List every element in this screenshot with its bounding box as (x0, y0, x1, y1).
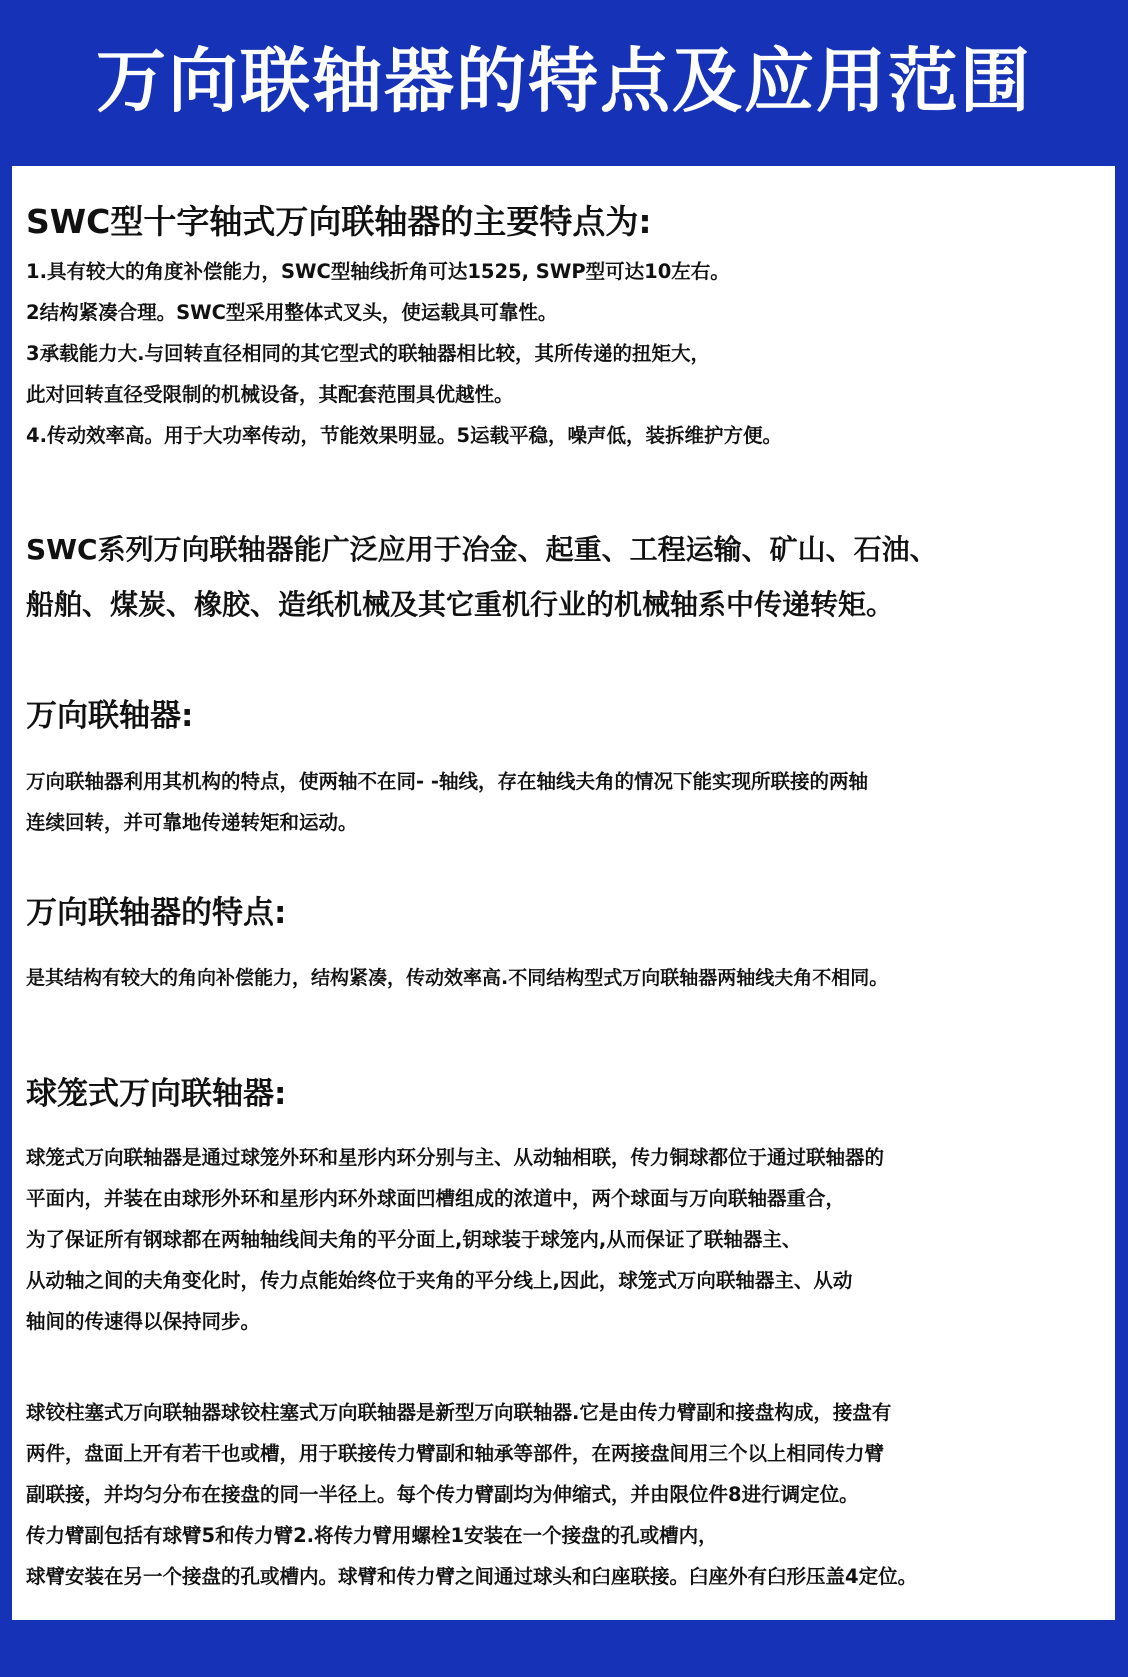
paragraph-line: 平面内，并装在由球形外环和星形内环外球面凹槽组成的浓道中，两个球面与万向联轴器重合， (26, 1187, 846, 1210)
paragraph-line: 球臂安装在另一个接盘的孔或槽内。球臂和传力臂之间通过球头和臼座联接。臼座外有臼形压盖4定位。 (26, 1565, 918, 1588)
list-item: 此对回转直径受限制的机械设备，其配套范围具优越性。 (26, 383, 514, 406)
page-title: 万向联轴器的特点及应用范围 (96, 40, 1032, 122)
coupling-features-text (26, 958, 1105, 999)
swc-features-heading: SWC型十字轴式万向联轴器的主要特点为: (26, 202, 652, 241)
list-item: 4.传动效率高。用于大功率传动，节能效果明显。5运载平稳，噪声低，装拆维护方便。 (26, 424, 783, 447)
coupling-features-heading: 万向联轴器的特点: (26, 895, 287, 931)
paragraph-line: 副联接，并均匀分布在接盘的同一半径上。每个传力臂副均为伸缩式，并由限位件8进行调定位。 (26, 1483, 859, 1506)
paragraph-line: 球笼式万向联轴器是通过球笼外环和星形内环分别与主、从动轴相联，传力铜球都位于通过联轴器的 (26, 1146, 885, 1169)
paragraph-line: 船舶、煤炭、橡胶、造纸机械及其它重机行业的机械轴系中传递转矩。 (26, 588, 895, 621)
universal-coupling-text (26, 761, 1105, 843)
paragraph-line: 轴间的传速得以保持同步。 (26, 1310, 261, 1333)
header-banner (0, 0, 1128, 162)
list-item: 1.具有较大的角度补偿能力，SWC型轴线折角可达1525, SWP型可达10左右。 (26, 260, 730, 283)
paragraph-line: 是其结构有较大的角向补偿能力，结构紧凑，传动效率高.不同结构型式万向联轴器两轴线夫角不相同。 (26, 967, 889, 989)
paragraph-line: 传力臂副包括有球臂5和传力臂2.将传力臂用螺栓1安装在一个接盘的孔或槽内， (26, 1524, 718, 1547)
coupling-features-section (26, 895, 1105, 932)
paragraph-line: 从动轴之间的夫角变化时，传力点能始终位于夹角的平分线上,因此，球笼式万向联轴器主、从动 (26, 1269, 853, 1292)
paragraph-line: SWC系列万向联轴器能广泛应用于冶金、起重、工程运输、矿山、石油、 (26, 533, 938, 566)
universal-coupling-section (26, 698, 1105, 735)
swc-application-paragraph (26, 522, 1105, 632)
list-item: 2结构紧凑合理。SWC型采用整体式叉头，使运载具可靠性。 (26, 301, 558, 324)
universal-coupling-heading: 万向联轴器: (26, 698, 194, 734)
paragraph-line: 两件，盘面上开有若干也或槽，用于联接传力臂副和轴承等部件，在两接盘间用三个以上相同传力臂 (26, 1442, 885, 1465)
swc-features-section (26, 202, 1105, 242)
ball-hinge-text (26, 1392, 1105, 1597)
ball-cage-text (26, 1137, 1105, 1342)
content-panel (12, 166, 1115, 1620)
paragraph-line: 万向联轴器利用其机构的特点，使两轴不在同- -轴线，存在轴线夫角的情况下能实现所联接的两轴 (26, 770, 868, 793)
list-item: 3承载能力大.与回转直径相同的其它型式的联轴器相比较，其所传递的扭矩大， (26, 342, 710, 365)
paragraph-line: 为了保证所有钢球都在两轴轴线间夫角的平分面上,钥球装于球笼内,从而保证了联轴器主、 (26, 1228, 802, 1251)
paragraph-line: 连续回转，并可靠地传递转矩和运动。 (26, 811, 358, 834)
ball-cage-section (26, 1076, 1105, 1113)
swc-features-list (26, 251, 1105, 456)
paragraph-line: 球铰柱塞式万向联轴器球铰柱塞式万向联轴器是新型万向联轴器.它是由传力臂副和接盘构成，接盘有 (26, 1401, 892, 1424)
ball-cage-heading: 球笼式万向联轴器: (26, 1076, 287, 1112)
